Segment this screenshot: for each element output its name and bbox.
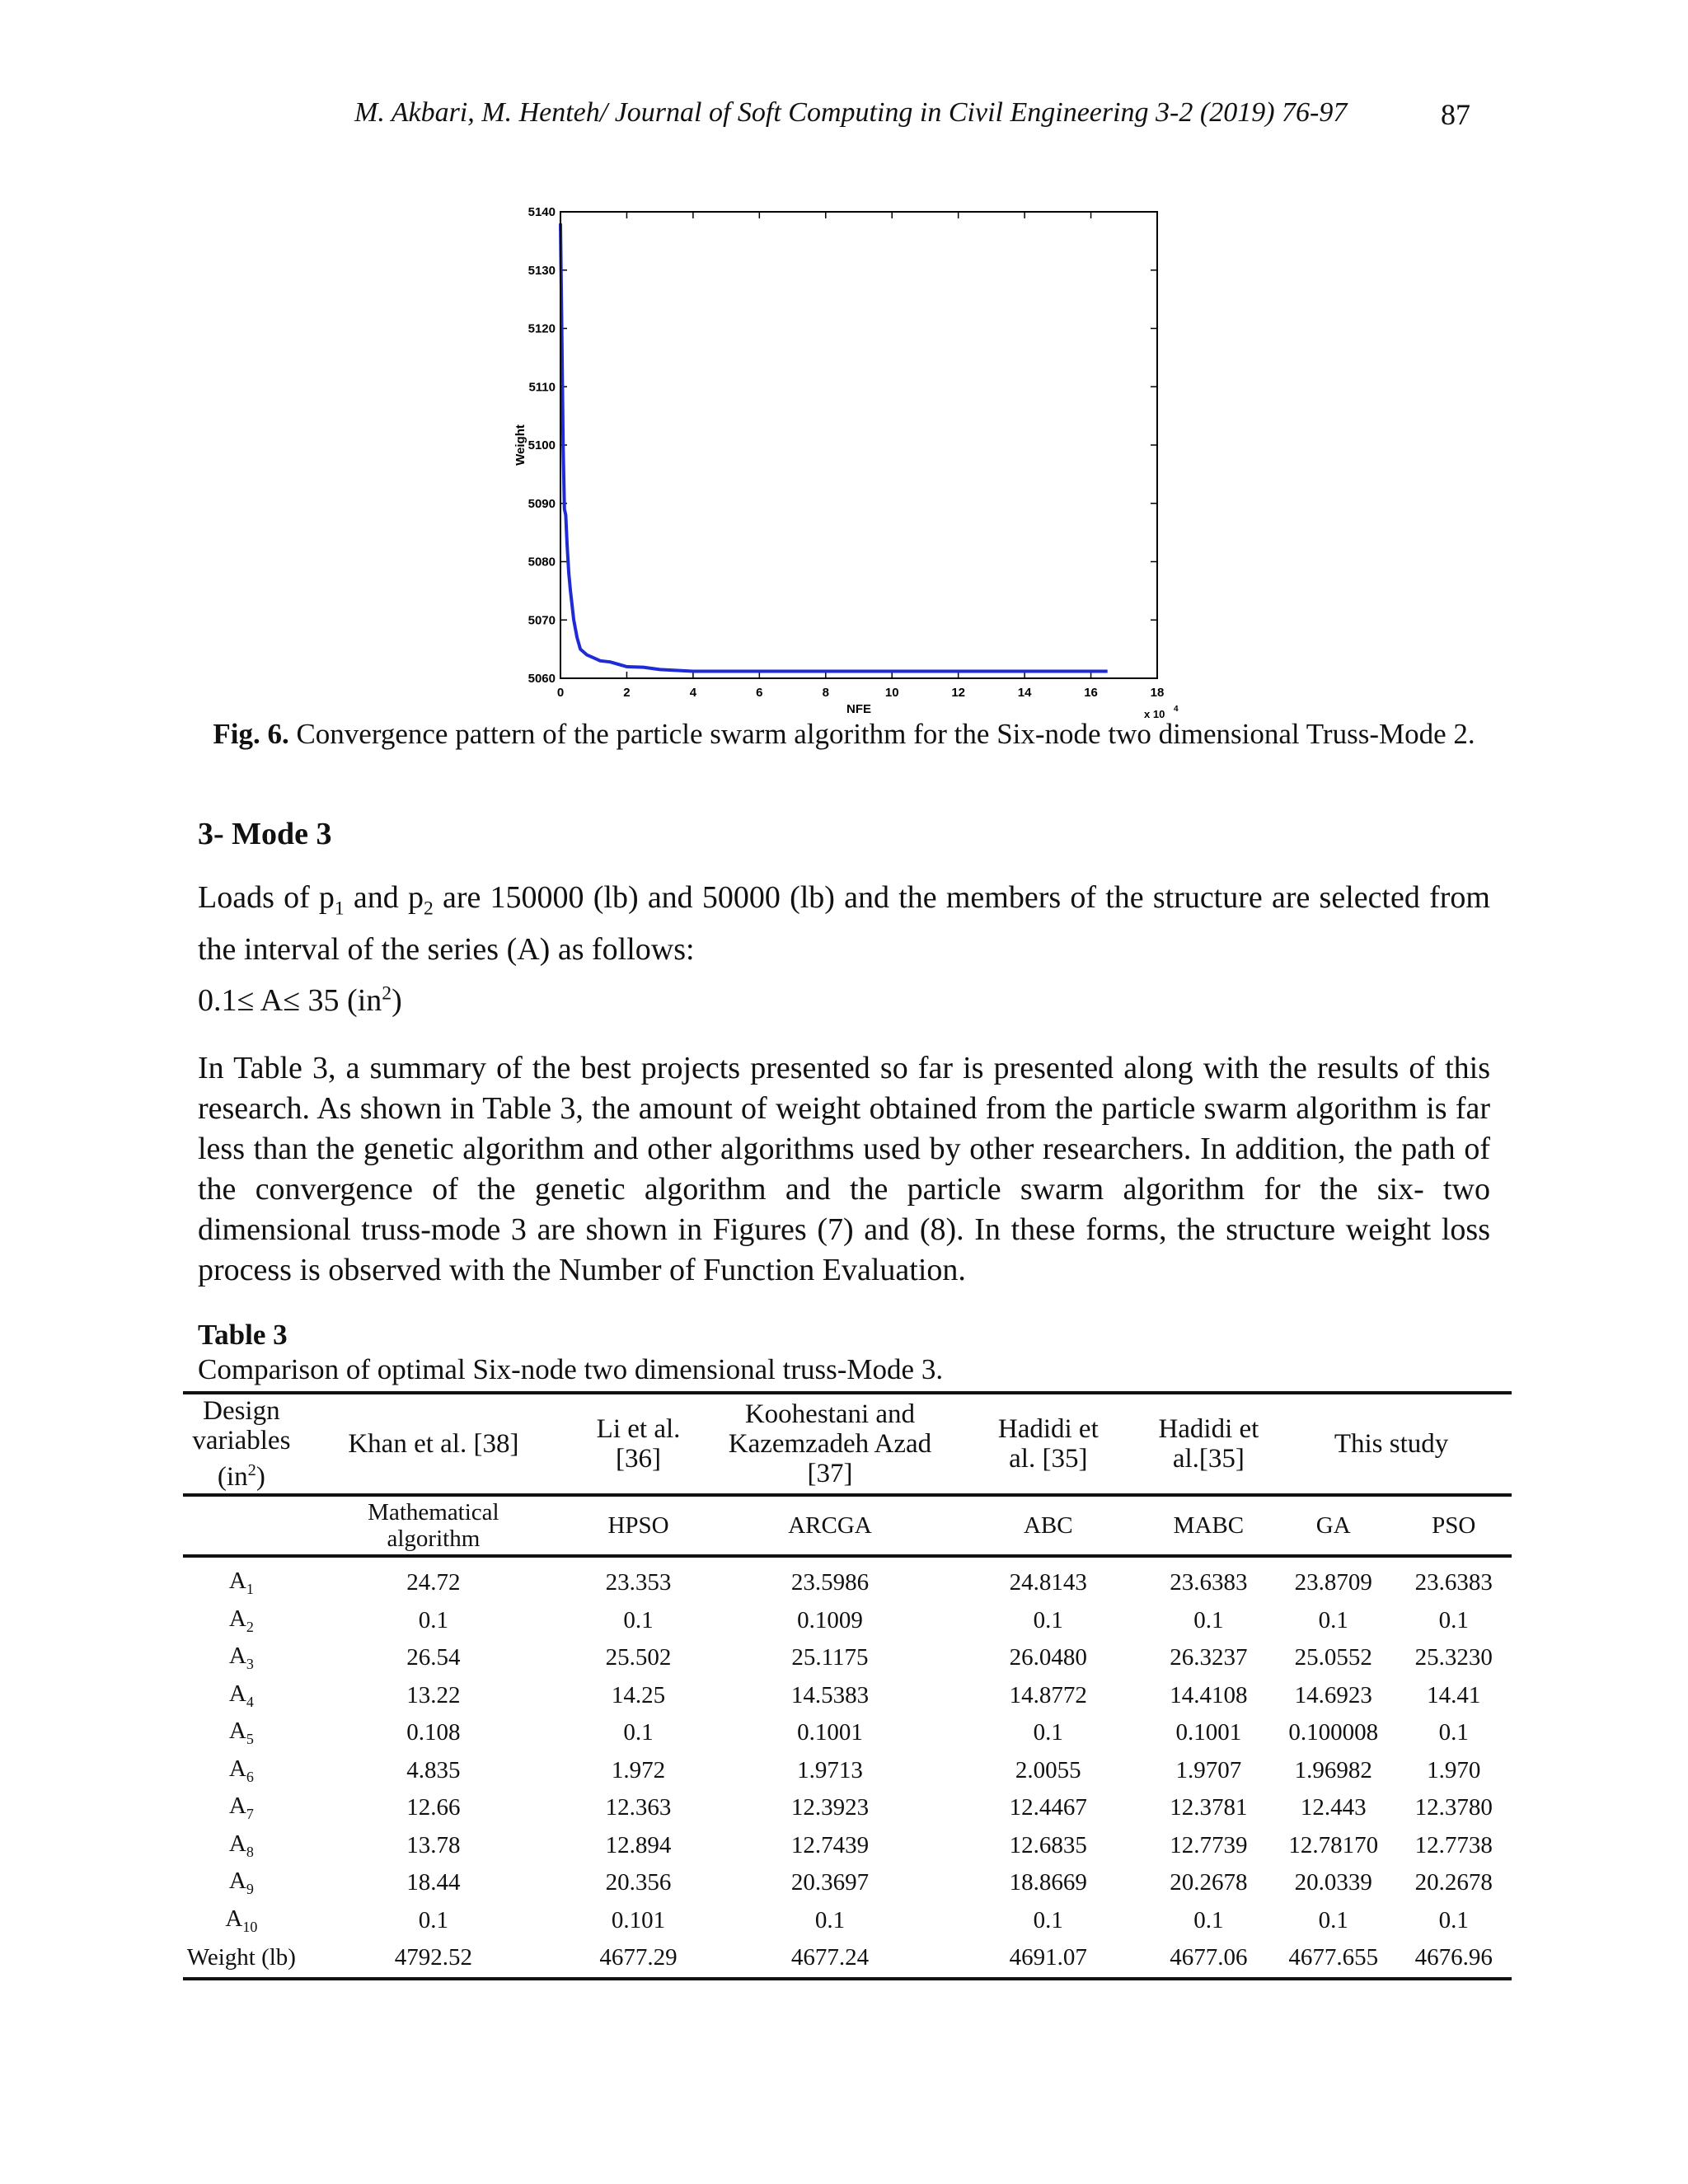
y-tick-label: 5100 [528, 438, 556, 452]
table-cell: 20.0339 [1294, 1869, 1372, 1896]
table-cell: 14.41 [1427, 1681, 1481, 1708]
row-label [183, 1677, 300, 1715]
table-cell: 0.1 [1033, 1719, 1063, 1746]
table-cell: 23.8709 [1294, 1569, 1372, 1596]
table-row [183, 1902, 1512, 1940]
table-cell: 0.1 [1193, 1606, 1224, 1633]
table-cell: 0.1001 [1175, 1719, 1242, 1746]
subheader-math-line1: Mathematical [368, 1499, 499, 1526]
table-cell: 12.3780 [1414, 1794, 1493, 1821]
table-cell: 23.6383 [1170, 1569, 1248, 1596]
para1-sub-1: 1 [334, 898, 345, 920]
table-cell: 0.1 [1033, 1906, 1063, 1933]
table-cell: 4.835 [406, 1756, 461, 1783]
figure-caption [198, 717, 1490, 752]
section-heading: 3- Mode 3 [198, 817, 332, 851]
table-cell: 1.9707 [1175, 1756, 1242, 1783]
table-cell: 0.1 [1438, 1906, 1469, 1933]
table-cell: 25.502 [605, 1644, 672, 1671]
table-cell: 1.970 [1427, 1756, 1481, 1783]
table-row [183, 1864, 1512, 1902]
table-row [183, 1827, 1512, 1865]
row-label-name: A [228, 1568, 246, 1595]
row-label-sub: 7 [246, 1806, 254, 1823]
header-design-line1: Design [203, 1396, 280, 1426]
table-cell: 1.9713 [797, 1756, 863, 1783]
series-line-pso [560, 223, 1108, 671]
table-cell: 0.1 [623, 1606, 654, 1633]
table-cell: 13.78 [406, 1831, 461, 1858]
row-label-name: A [228, 1605, 246, 1632]
row-label [183, 1752, 300, 1790]
table-cell: 12.66 [406, 1794, 461, 1821]
table-cell: 12.4467 [1009, 1794, 1087, 1821]
row-label [183, 1639, 300, 1677]
paragraph-loads [198, 878, 1490, 970]
table-cell: 4792.52 [300, 1939, 567, 1979]
table-cell: 12.78170 [1288, 1831, 1379, 1858]
table-cell: 20.2678 [1414, 1869, 1493, 1896]
table-cell: 12.7439 [790, 1831, 870, 1858]
table-header-row [183, 1393, 1512, 1495]
table-cell: 25.3230 [1414, 1644, 1493, 1671]
table-row [183, 1639, 1512, 1677]
row-label [183, 1939, 300, 1979]
row-label-name: A [228, 1643, 246, 1670]
row-label-name: A [225, 1905, 243, 1932]
para1-part-b: and p [344, 880, 424, 915]
table-body [183, 1556, 1512, 1979]
table-cell: 0.1 [1318, 1606, 1348, 1633]
row-label-name: A [228, 1680, 246, 1707]
table-cell: 18.8669 [1009, 1869, 1087, 1896]
table-cell: 26.0480 [1009, 1644, 1087, 1671]
row-label-sub: 8 [246, 1843, 254, 1860]
table-cell: 12.3781 [1170, 1794, 1248, 1821]
table-row [183, 1556, 1512, 1602]
row-label-sub: 6 [246, 1768, 254, 1785]
table-caption: Comparison of optimal Six-node two dimensional truss-Mode 3. [198, 1353, 944, 1385]
table-cell: 18.44 [406, 1869, 461, 1896]
row-label-sub: 3 [246, 1656, 254, 1673]
formula-part-b: ) [392, 983, 402, 1018]
table-cell: 13.22 [406, 1681, 461, 1708]
header-hadidi1-line1: Hadidi et [997, 1414, 1099, 1444]
table-cell: 0.1 [418, 1906, 449, 1933]
table-cell: 0.1009 [797, 1606, 863, 1633]
header-li [567, 1393, 710, 1495]
row-label [183, 1789, 300, 1827]
row-label-sub: 4 [246, 1693, 254, 1710]
table-label: Table 3 [198, 1319, 288, 1351]
header-koo-line1: Koohestani and [744, 1399, 916, 1429]
table-cell: 4676.96 [1395, 1939, 1512, 1979]
page-number: 87 [1441, 98, 1470, 131]
header-design-close: ) [256, 1462, 265, 1492]
table-cell: 4677.06 [1146, 1939, 1271, 1979]
y-tick-label: 5110 [528, 380, 556, 395]
subheader-hpso: HPSO [567, 1495, 710, 1556]
subheader-empty [183, 1495, 300, 1556]
table-cell: 0.1 [1193, 1906, 1224, 1933]
table-cell: 12.6835 [1009, 1831, 1087, 1858]
table-cell: 14.4108 [1170, 1681, 1248, 1708]
y-tick-label: 5060 [528, 672, 556, 686]
row-label-name: A [228, 1868, 246, 1895]
header-design-line2: variables [192, 1426, 291, 1455]
row-label [183, 1602, 300, 1640]
x-tick-label: 4 [689, 686, 697, 700]
figure-label: Fig. 6. [213, 718, 289, 750]
formula-sup: 2 [382, 982, 392, 1005]
table-cell: 24.72 [406, 1569, 461, 1596]
y-tick-label: 5070 [528, 613, 556, 628]
x-tick-label: 2 [623, 686, 631, 700]
table-cell: 0.1 [1438, 1719, 1469, 1746]
x-tick-label: 14 [1017, 686, 1032, 700]
subheader-math-line2: algorithm [387, 1526, 481, 1552]
x-tick-label: 16 [1084, 686, 1098, 700]
formula-part-a: 0.1≤ A≤ 35 (in [198, 983, 382, 1018]
row-label-name: A [228, 1755, 246, 1782]
header-li-line2: [36] [616, 1444, 662, 1474]
table-row [183, 1789, 1512, 1827]
table-cell: 23.5986 [790, 1569, 870, 1596]
row-label [183, 1714, 300, 1752]
x-tick-label: 10 [884, 686, 899, 700]
x-multiplier-label: x 10 [1144, 708, 1165, 720]
table-cell: 25.0552 [1294, 1644, 1372, 1671]
x-tick-label: 0 [556, 686, 565, 700]
table-cell: 0.1 [1318, 1906, 1348, 1933]
row-label-name: A [228, 1793, 246, 1820]
row-label [183, 1827, 300, 1865]
row-label-sub: 10 [242, 1918, 258, 1935]
para1-sub-2: 2 [423, 898, 434, 920]
table-cell: 23.353 [605, 1569, 672, 1596]
row-label [183, 1902, 300, 1940]
table-row [183, 1939, 1512, 1979]
table-cell: 12.3923 [790, 1794, 870, 1821]
table-cell: 12.443 [1300, 1794, 1367, 1821]
table-cell: 0.101 [611, 1906, 666, 1933]
row-label-name: Weight (lb) [186, 1944, 296, 1971]
y-tick-label: 5080 [528, 555, 556, 569]
x-multiplier-exponent: 4 [1174, 705, 1179, 714]
table-row [183, 1677, 1512, 1715]
table-cell: 4677.24 [710, 1939, 950, 1979]
table-cell: 14.5383 [790, 1681, 870, 1708]
header-hadidi-abc [950, 1393, 1146, 1495]
header-hadidi-mabc [1146, 1393, 1271, 1495]
table-cell: 14.8772 [1009, 1681, 1087, 1708]
y-tick-label: 5090 [528, 496, 556, 511]
plot-frame [560, 212, 1157, 678]
row-label-name: A [228, 1830, 246, 1857]
table-cell: 12.7739 [1170, 1831, 1248, 1858]
para1-part-c: are 150000 (lb) and 50000 (lb) and the members of the structure are selected from the interval of the series (A) as follows: [198, 880, 1490, 967]
y-axis-label: Weight [513, 424, 528, 466]
table-cell: 12.363 [605, 1794, 672, 1821]
table-cell: 20.2678 [1170, 1869, 1248, 1896]
constraint-formula [198, 982, 402, 1019]
subheader-arcga: ARCGA [710, 1495, 950, 1556]
table-cell: 12.894 [605, 1831, 672, 1858]
table-cell: 23.6383 [1414, 1569, 1493, 1596]
x-tick-label: 8 [822, 686, 829, 700]
table-cell: 0.1001 [797, 1719, 863, 1746]
y-tick-label: 5130 [528, 263, 556, 278]
table-cell: 0.1 [1033, 1606, 1063, 1633]
table-row [183, 1714, 1512, 1752]
header-this-study: This study [1271, 1393, 1512, 1495]
row-label-sub: 9 [246, 1881, 254, 1898]
header-koo-line3: [37] [807, 1459, 853, 1488]
convergence-chart-svg [495, 198, 1179, 725]
header-hadidi2-line2: al.[35] [1172, 1444, 1245, 1474]
row-label-name: A [228, 1718, 246, 1745]
table-cell: 2.0055 [1015, 1756, 1081, 1783]
table-cell: 4691.07 [950, 1939, 1146, 1979]
table-cell: 25.1175 [791, 1644, 869, 1671]
page-header [0, 97, 1688, 138]
x-tick-label: 6 [756, 686, 763, 700]
table-row [183, 1602, 1512, 1640]
row-label [183, 1864, 300, 1902]
header-hadidi1-line2: al. [35] [1009, 1444, 1088, 1474]
header-design-variables [183, 1393, 300, 1495]
header-koo-line2: Kazemzadeh Azad [728, 1429, 932, 1459]
table-subheader-row [183, 1495, 1512, 1556]
subheader-mabc: MABC [1146, 1495, 1271, 1556]
table-row [183, 1752, 1512, 1790]
header-design-sup: 2 [247, 1461, 256, 1479]
table-cell: 20.3697 [790, 1869, 870, 1896]
table-cell: 14.6923 [1294, 1681, 1372, 1708]
table-cell: 0.100008 [1288, 1719, 1379, 1746]
y-tick-label: 5120 [528, 321, 556, 336]
header-khan: Khan et al. [38] [300, 1393, 567, 1495]
figure-caption-text: Convergence pattern of the particle swarm algorithm for the Six-node two dimensional Truss-Mode 2. [296, 718, 1475, 750]
subheader-mathematical [300, 1495, 567, 1556]
header-koohestani [710, 1393, 950, 1495]
x-axis-label: NFE [846, 702, 871, 716]
row-label-sub: 2 [246, 1618, 254, 1635]
table-cell: 26.54 [406, 1644, 461, 1671]
table-cell: 26.3237 [1170, 1644, 1248, 1671]
subheader-ga: GA [1271, 1495, 1395, 1556]
table-cell: 0.1 [418, 1606, 449, 1633]
header-li-line1: Li et al. [596, 1414, 681, 1444]
table-cell: 1.972 [611, 1756, 666, 1783]
comparison-table [183, 1391, 1512, 1980]
table-cell: 0.1 [1438, 1606, 1469, 1633]
table-cell: 12.7738 [1414, 1831, 1493, 1858]
table-cell: 4677.655 [1271, 1939, 1395, 1979]
row-label-sub: 5 [246, 1731, 254, 1748]
table-cell: 1.96982 [1294, 1756, 1372, 1783]
header-hadidi2-line1: Hadidi et [1158, 1414, 1259, 1444]
header-design-line3: (in [217, 1462, 248, 1492]
subheader-abc: ABC [950, 1495, 1146, 1556]
table-cell: 4677.29 [567, 1939, 710, 1979]
table-cell: 24.8143 [1009, 1569, 1087, 1596]
convergence-chart [495, 198, 1179, 725]
x-tick-label: 18 [1150, 686, 1165, 700]
y-tick-label: 5140 [528, 205, 556, 219]
table-cell: 0.1 [623, 1719, 654, 1746]
subheader-pso: PSO [1395, 1495, 1512, 1556]
para1-part-a: Loads of p [198, 880, 335, 915]
table-cell: 0.108 [406, 1719, 461, 1746]
running-citation: M. Akbari, M. Henteh/ Journal of Soft Computing in Civil Engineering 3-2 (2019) 76-97 [354, 97, 1348, 128]
table-cell: 20.356 [605, 1869, 672, 1896]
table-cell: 14.25 [611, 1681, 666, 1708]
row-label [183, 1556, 300, 1602]
row-label-sub: 1 [246, 1581, 254, 1598]
paragraph-summary: In Table 3, a summary of the best projects presented so far is presented along with the results of this research. As shown in Table 3, the amount of weight obtained from the particle swarm algorithm is far less than the genetic algorithm and other algorithms used by other researchers. In addition, the path of the convergence of the genetic algorithm and the particle swarm algorithm for the six- two dimensional truss-mode 3 are shown in Figures (7) and (8). In these forms, the structure weight loss process is observed with the Number of Function Evaluation. [198, 1051, 1490, 1287]
x-tick-label: 12 [951, 686, 966, 700]
table-cell: 0.1 [814, 1906, 846, 1933]
